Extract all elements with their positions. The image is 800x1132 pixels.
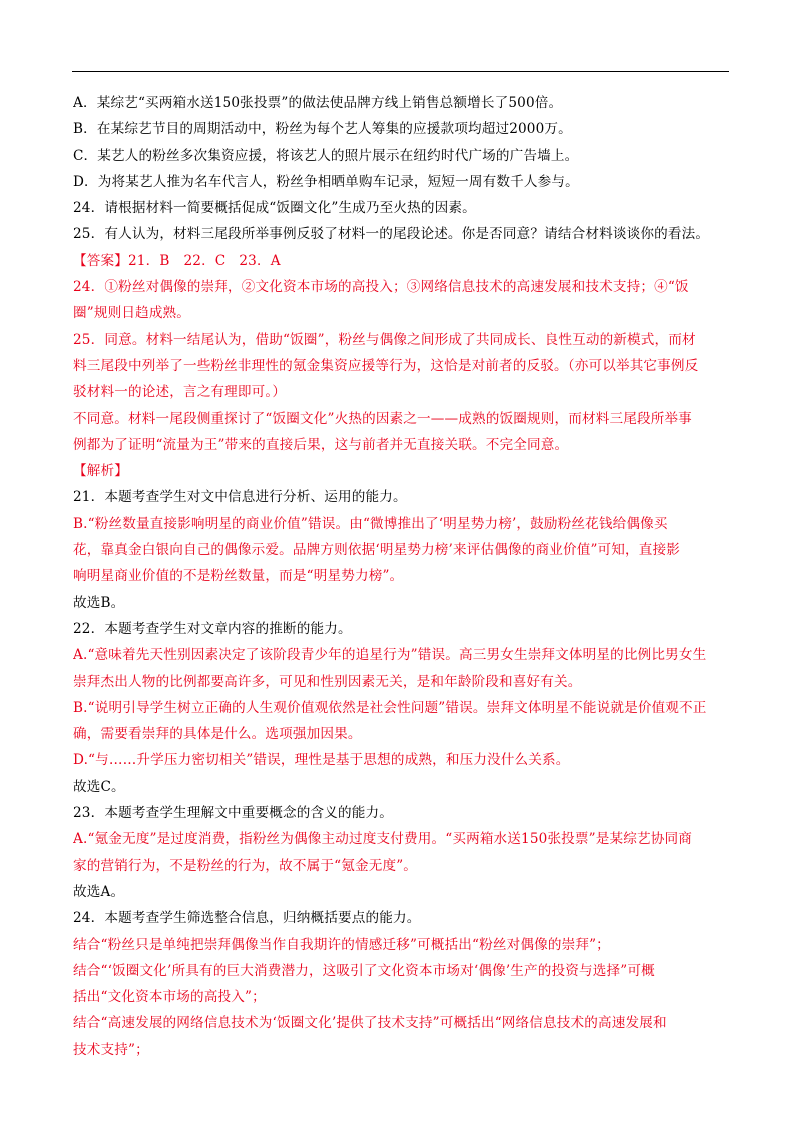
question-25: 25．有人认为，材料三尾段所举事例反驳了材料一的尾段论述。你是否同意？请结合材料谈谈你的看法。 bbox=[73, 226, 710, 243]
option-b: B．在某综艺节目的周期活动中，粉丝为每个艺人筹集的应援款项均超过2000万。 bbox=[73, 121, 572, 138]
analysis-line: 结合“粉丝只是单纯把崇拜偶像当作自我期许的情感迁移”可概括出“粉丝对偶像的崇拜”； bbox=[73, 936, 610, 953]
answer-25-line-4: 不同意。材料一尾段侧重探讨了“饭圈文化”火热的因素之一——成熟的饭圈规则，而材料三尾段所举事 bbox=[73, 410, 692, 427]
analysis-line: 括出“文化资本市场的高投入”； bbox=[73, 989, 266, 1006]
option-d: D．为将某艺人推为名车代言人，粉丝争相晒单购车记录，短短一周有数千人参与。 bbox=[73, 173, 579, 190]
analysis-line: 故选B。 bbox=[73, 594, 125, 611]
analysis-label: 【解析】 bbox=[73, 463, 128, 480]
analysis-line: 23．本题考查学生理解文中重要概念的含义的能力。 bbox=[73, 805, 393, 822]
analysis-line: 21．本题考查学生对文中信息进行分析、运用的能力。 bbox=[73, 489, 407, 506]
analysis-line: 22．本题考查学生对文章内容的推断的能力。 bbox=[73, 620, 352, 637]
answer-label: 【答案】21．B bbox=[73, 252, 170, 269]
analysis-line: 24．本题考查学生筛选整合信息，归纳概括要点的能力。 bbox=[73, 910, 421, 927]
analysis-line: A.“氪金无度”是过度消费，指粉丝为偶像主动过度支付费用。“买两箱水送150张投票”是某综艺协同商 bbox=[73, 831, 692, 848]
analysis-section bbox=[73, 484, 729, 1063]
analysis-line: B.“说明引导学生树立正确的人生观价值观依然是社会性问题”错误。崇拜文体明星不能说就是价值观不正 bbox=[73, 699, 707, 716]
analysis-line: D.“与……升学压力密切相关”错误，理性是基于思想的成熟，和压力没什么关系。 bbox=[73, 752, 570, 769]
answer-25-line-2: 料三尾段中列举了一些粉丝非理性的氪金集资应援等行为，这恰是对前者的反驳。（亦可以举其它事例反 bbox=[73, 357, 699, 374]
answer-22: 22．C bbox=[183, 252, 226, 269]
analysis-line: 技术支持”； bbox=[73, 1041, 149, 1058]
header-rule bbox=[72, 71, 729, 72]
answer-23: 23．A bbox=[239, 252, 281, 269]
option-a: A．某综艺“买两箱水送150张投票”的做法使品牌方线上销售总额增长了500倍。 bbox=[73, 95, 563, 111]
analysis-line: B.“粉丝数量直接影响明星的商业价值”错误。由“微博推出了‘明星势力榜’，鼓励粉丝花钱给偶像买 bbox=[73, 515, 668, 532]
analysis-line: 响明星商业价值的不是粉丝数量，而是“明星势力榜”。 bbox=[73, 568, 404, 585]
option-c: C．某艺人的粉丝多次集资应援，将该艺人的照片展示在纽约时代广场的广告墙上。 bbox=[73, 147, 579, 164]
analysis-line: 结合“‘饭圈文化’所具有的巨大消费潜力，这吸引了文化资本市场对‘偶像’生产的投资与选择”可概 bbox=[73, 962, 655, 979]
answer-24-line-1: 24．①粉丝对偶像的崇拜，②文化资本市场的高投入；③网络信息技术的高速发展和技术支持；④“饭 bbox=[73, 279, 689, 296]
answer-25-line-1: 25．同意。材料一结尾认为，借助“饭圈”，粉丝与偶像之间形成了共同成长、良性互动的新模式，而材 bbox=[73, 331, 696, 348]
answer-25-line-3: 驳材料一的论述，言之有理即可。） bbox=[73, 384, 287, 401]
analysis-line: A.“意味着先天性别因素决定了该阶段青少年的追星行为”错误。高三男女生崇拜文体明星的比例比男女生 bbox=[73, 647, 707, 664]
answer-25-line-5: 例都为了证明“流量为王”带来的直接后果，这与前者并无直接关联。不完全同意。 bbox=[73, 436, 569, 453]
analysis-line: 结合“高速发展的网络信息技术为‘饭圈文化’提供了技术支持”可概括出“网络信息技术的高速发展和 bbox=[73, 1015, 667, 1032]
question-24: 24．请根据材料一简要概括促成“饭圈文化”生成乃至火热的因素。 bbox=[73, 200, 476, 217]
analysis-line: 家的营销行为，不是粉丝的行为，故不属于“氪金无度”。 bbox=[73, 857, 418, 874]
analysis-line: 花，靠真金白银向自己的偶像示爱。品牌方则依据‘明星势力榜’来评估偶像的商业价值”可知，直接影 bbox=[73, 542, 681, 559]
document-body bbox=[73, 90, 729, 1063]
analysis-line: 故选A。 bbox=[73, 883, 125, 900]
analysis-line: 崇拜杰出人物的比例都要高许多，可见和性别因素无关，是和年龄阶段和喜好有关。 bbox=[73, 673, 582, 690]
answer-key-line bbox=[73, 248, 729, 274]
analysis-line: 确，需要看崇拜的具体是什么。选项强加因果。 bbox=[73, 726, 362, 743]
analysis-line: 故选C。 bbox=[73, 778, 125, 795]
answer-24-line-2: 圈”规则日趋成熟。 bbox=[73, 305, 191, 322]
